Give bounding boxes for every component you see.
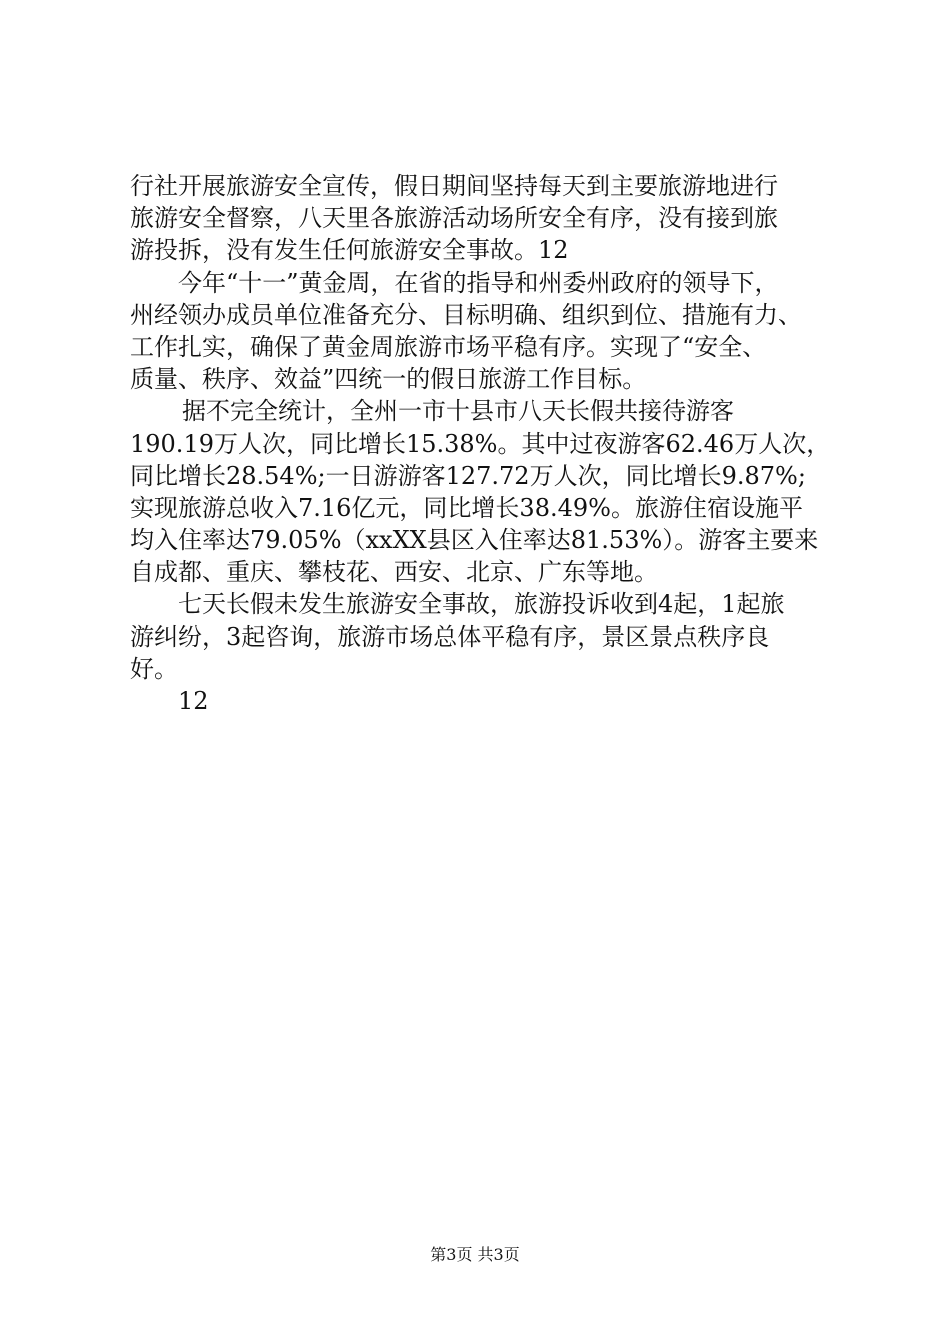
paragraph-start-line: 七天长假未发生旅游安全事故，旅游投诉收到4起，1起旅	[178, 590, 785, 619]
page-footer: 第3页 共3页	[430, 1245, 520, 1264]
text-line: 均入住率达79.05%（xxXX县区入住率达81.53%）。游客主要来	[130, 526, 819, 555]
paragraph-start-line: 今年“十一”黄金周，在省的指导和州委州政府的领导下，	[178, 268, 779, 297]
text-line: 实现旅游总收入7.16亿元，同比增长38.49%。旅游住宿设施平	[130, 493, 803, 522]
text-line: 12	[178, 687, 209, 715]
text-line: 州经领办成员单位准备充分、目标明确、组织到位、措施有力、	[130, 300, 802, 329]
document-body	[130, 170, 835, 717]
text-line: 同比增长28.54%;一日游游客127.72万人次，同比增长9.87%;	[130, 461, 806, 490]
text-line: 行社开展旅游安全宣传，假日期间坚持每天到主要旅游地进行	[130, 172, 778, 200]
text-line: 旅游安全督察，八天里各旅游活动场所安全有序，没有接到旅	[130, 204, 778, 233]
text-line: 质量、秩序、效益”四统一的假日旅游工作目标。	[130, 365, 647, 394]
text-line: 工作扎实，确保了黄金周旅游市场平稳有序。实现了“安全、	[130, 332, 767, 361]
text-line: 好。	[130, 654, 178, 683]
text-line: 游投拆，没有发生任何旅游安全事故。12	[130, 236, 569, 265]
paragraph-start-line: 据不完全统计，全州一市十县市八天长假共接待游客	[182, 397, 734, 426]
text-line: 190.19万人次，同比增长15.38%。其中过夜游客62.46万人次，	[130, 429, 831, 458]
text-line: 游纠纷，3起咨询，旅游市场总体平稳有序，景区景点秩序良	[130, 622, 770, 651]
text-line: 自成都、重庆、攀枝花、西安、北京、广东等地。	[130, 558, 658, 587]
